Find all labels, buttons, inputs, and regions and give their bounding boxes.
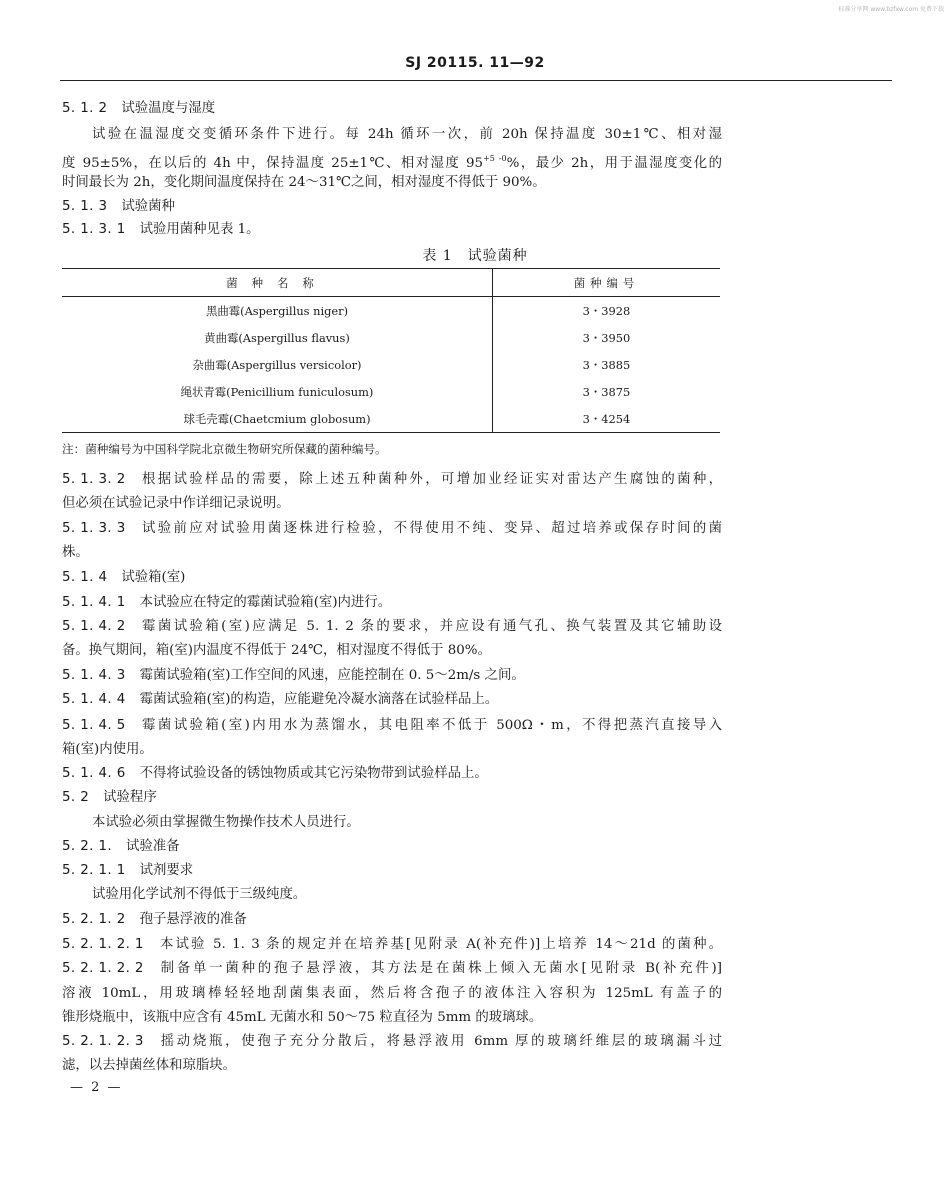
clause-text: 摇动烧瓶，使孢子充分分散后，将悬浮液用 6mm 厚的玻璃纤维层的玻璃漏斗过 [157,1034,722,1049]
section-5-1-2-heading [62,101,722,117]
section-title: 试验温度与湿度 [121,101,216,116]
section-number: 5. 1. 4 [62,570,108,585]
clause-number: 5. 2. 1. 1 [62,863,126,878]
paragraph-line: 试验用化学试剂不得低于三级纯度。 [92,887,307,902]
clause-number: 5. 2. 1. 2 [62,912,126,927]
clause-5-1-4-5 [62,718,722,734]
paragraph-text: 度 95±5%，在以后的 4h 中，保持温度 25±1℃、相对湿度 95 [62,156,484,171]
species-name-cell: 球毛壳霉(Chaetcmium globosum) [62,405,493,433]
clause-5-2-1-2-3 [62,1034,722,1050]
clause-number: 5. 1. 4. 6 [62,766,126,781]
clause-5-1-4-1 [62,595,722,611]
section-5-2-heading [62,790,722,806]
species-name-cell: 黑曲霉(Aspergillus niger) [62,297,493,325]
species-name-cell: 绳状青霉(Penicillium funiculosum) [62,378,493,405]
clause-text: 本试验 5. 1. 3 条的规定并在培养基[见附录 A(补充件)]上培养 14～21d 的菌种。 [157,937,722,952]
species-code-cell: 3・3875 [582,384,631,399]
clause-text: 霉菌试验箱(室)内用水为蒸馏水，其电阻率不低于 500Ω・m，不得把蒸汽直接导入 [139,718,722,733]
clause-5-1-3-3 [62,521,722,537]
standard-number-header: SJ 20115. 11—92 [405,55,545,71]
table-row [62,378,720,405]
paragraph-text: %，最少 2h，用于温湿度变化的 [506,156,723,171]
clause-number: 5. 1. 4. 1 [62,595,126,610]
clause-number: 5. 1. 3. 2 [62,472,126,487]
species-code-cell: 3・4254 [582,411,631,426]
section-number: 5. 1. 2 [62,101,108,116]
species-table [62,268,720,433]
section-number: 5. 2. 1. [62,839,113,854]
clause-5-1-3-1 [62,222,722,238]
paragraph-line: 本试验必须由掌握微生物操作技术人员进行。 [92,815,360,830]
paragraph-line: 时间最长为 2h，变化期间温度保持在 24～31℃之间，相对湿度不得低于 90%。 [62,175,546,190]
clause-number: 5. 1. 4. 5 [62,718,126,733]
section-number: 5. 2 [62,790,90,805]
watermark-text: 标准分享网 www.bzfxw.com 免费下载 [838,6,944,13]
clause-text: 霉菌试验箱(室)的构造，应能避免冷凝水滴落在试验样品上。 [139,692,499,707]
paragraph-line: 试验在温湿度交变循环条件下进行。每 24h 循环一次，前 20h 保持温度 30±1℃、相对湿 [92,127,722,142]
section-5-2-1-heading [62,839,722,855]
section-title: 试验箱(室) [121,570,186,585]
clause-5-2-1-2-1 [62,937,722,953]
clause-5-1-4-3 [62,668,722,684]
clause-number: 5. 1. 4. 3 [62,668,126,683]
paragraph-line: 备。换气期间，箱(室)内温度不得低于 24℃，相对湿度不得低于 80%。 [62,643,491,658]
section-title: 试验程序 [103,790,157,805]
clause-number: 5. 1. 4. 4 [62,692,126,707]
column-header-name: 菌种名称 [62,269,493,297]
paragraph-line: 滤，以去掉菌丝体和琼脂块。 [62,1058,237,1073]
table-caption: 表 1 试验菌种 [422,248,528,264]
section-number: 5. 1. 3 [62,199,108,214]
clause-5-1-4-6 [62,766,722,782]
clause-number: 5. 2. 1. 2. 2 [62,961,144,976]
clause-5-1-4-2 [62,619,722,635]
species-code-cell: 3・3885 [582,357,631,372]
clause-text: 根据试验样品的需要，除上述五种菌种外，可增加业经证实对雷达产生腐蚀的菌种， [139,472,722,487]
section-title: 试验准备 [126,839,180,854]
clause-title: 试剂要求 [139,863,194,878]
paragraph-line: 锥形烧瓶中，该瓶中应含有 45mL 无菌水和 50～75 粒直径为 5mm 的玻璃球。 [62,1010,543,1025]
paragraph-line [62,151,722,172]
clause-number: 5. 2. 1. 2. 1 [62,937,144,952]
humidity-tolerance: +5 -0 [483,154,507,163]
table-row [62,297,720,325]
clause-text: 制备单一菌种的孢子悬浮液，其方法是在菌株上倾入无菌水[见附录 B(补充件)] [157,961,722,976]
species-name-cell: 黄曲霉(Aspergillus flavus) [62,324,493,351]
table-note: 注：菌种编号为中国科学院北京微生物研究所保藏的菌种编号。 [62,442,387,456]
clause-text: 霉菌试验箱(室)应满足 5. 1. 2 条的要求，并应设有通气孔、换气装置及其它辅助设 [139,619,722,634]
clause-5-2-1-2 [62,912,722,928]
clause-number: 5. 1. 3. 3 [62,521,126,536]
table-row [62,351,720,378]
paragraph-line: 但必须在试验记录中作详细记录说明。 [62,496,290,511]
clause-number: 5. 1. 4. 2 [62,619,126,634]
clause-number: 5. 2. 1. 2. 3 [62,1034,144,1049]
section-5-1-3-heading [62,199,722,215]
clause-text: 本试验应在特定的霉菌试验箱(室)内进行。 [139,595,392,610]
section-title: 试验菌种 [121,199,175,214]
header-rule [60,80,892,81]
paragraph-line: 溶液 10mL，用玻璃棒轻轻地刮菌集表面，然后将含孢子的液体注入容积为 125mL 有盖子的 [62,986,722,1001]
page-number: — 2 — [70,1080,123,1095]
table-row [62,405,720,433]
species-code-cell: 3・3928 [582,303,631,318]
clause-5-1-4-4 [62,692,722,708]
clause-text: 不得将试验设备的锈蚀物质或其它污染物带到试验样品上。 [139,766,488,781]
clause-title: 孢子悬浮液的准备 [139,912,247,927]
paragraph-line: 株。 [62,545,89,560]
section-5-1-4-heading [62,570,722,586]
clause-5-2-1-1 [62,863,722,879]
table-header-row [62,269,720,297]
clause-5-2-1-2-2 [62,961,722,977]
clause-text: 霉菌试验箱(室)工作空间的风速，应能控制在 0. 5～2m/s 之间。 [139,668,525,683]
species-name-cell: 杂曲霉(Aspergillus versicolor) [62,351,493,378]
paragraph-line: 箱(室)内使用。 [62,742,153,757]
column-header-code: 菌种编号 [573,275,640,290]
clause-5-1-3-2 [62,472,722,488]
clause-text: 试验前应对试验用菌逐株进行检验，不得使用不纯、变异、超过培养或保存时间的菌 [139,521,722,536]
clause-text: 试验用菌种见表 1。 [139,222,260,237]
clause-number: 5. 1. 3. 1 [62,222,126,237]
table-row [62,324,720,351]
species-code-cell: 3・3950 [582,330,631,345]
